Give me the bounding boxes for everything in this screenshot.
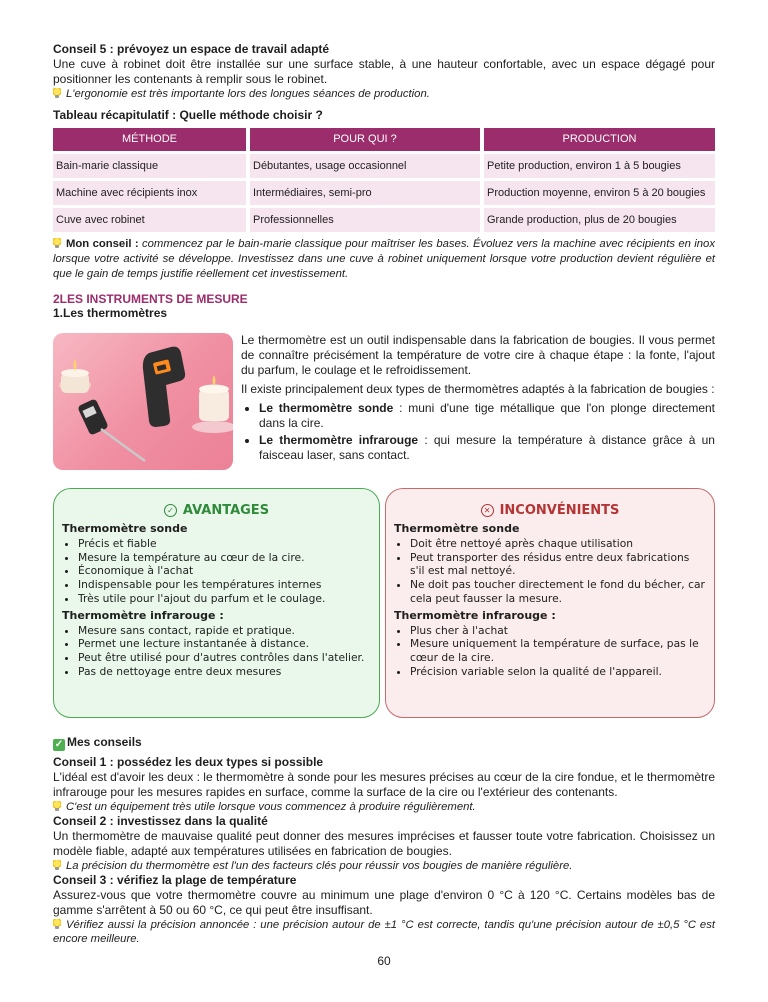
mes-conseils-heading [53, 735, 715, 751]
conseil1-tip-text: C'est un équipement très utile lorsque vous commencez à produire régulièrement. [66, 801, 476, 813]
list-item: • Pas de nettoyage entre deux mesures [78, 665, 371, 679]
table-cell: Professionnelles [250, 208, 480, 232]
avantages-sonde-title: Thermomètre sonde [62, 522, 188, 535]
table-header-production: PRODUCTION [484, 128, 715, 151]
table-cell: Petite production, environ 1 à 5 bougies [484, 154, 715, 178]
mes-conseils-section [53, 735, 715, 946]
table-cell: Machine avec récipients inox [53, 181, 246, 205]
lightbulb-icon [53, 860, 61, 870]
avantages-title: AVANTAGES [182, 503, 270, 518]
conseil5-tip-text: L'ergonomie est très importante lors des longues séances de production. [66, 88, 430, 100]
lightbulb-icon [53, 801, 61, 811]
list-item-text: : qui mesure la température à distance grâce à un faisceau laser, sans contact. [259, 433, 715, 462]
list-item: • Plus cher à l'achat [410, 624, 706, 638]
thermo-paragraph-2: Il existe principalement deux types de thermomètres adaptés à la fabrication de bougies : [241, 382, 715, 396]
mon-conseil [53, 237, 715, 282]
cross-circle-icon: ✕ [481, 504, 494, 517]
list-item: • Indispensable pour les températures internes [78, 578, 371, 592]
list-item-text: : muni d'une tige métallique que l'on plonge directement dans la cire. [259, 401, 715, 430]
list-item-bold: Le thermomètre sonde [259, 401, 394, 415]
table-cell: Bain-marie classique [53, 154, 246, 178]
table-cell: Cuve avec robinet [53, 208, 246, 232]
section-title: 2LES INSTRUMENTS DE MESURE [53, 292, 248, 306]
pros-cons-boxes [53, 488, 715, 720]
list-item: • Peut être utilisé pour d'autres contrôles dans l'atelier. [78, 651, 371, 665]
conseil2-tip [53, 859, 715, 873]
list-item: • Ne doit pas toucher directement le fond du bécher, car cela peut fausser la mesure. [410, 578, 706, 605]
list-item: • Peut transporter des résidus entre deux fabrications s'il est mal nettoyé. [410, 551, 706, 578]
conseil1-title: Conseil 1 : possédez les deux types si possible [53, 755, 324, 769]
thermometers-photo [53, 333, 233, 470]
thermometers-illustration [53, 333, 233, 470]
conseil2-title: Conseil 2 : investissez dans la qualité [53, 814, 268, 828]
list-item: • Précision variable selon la qualité de l'appareil. [410, 665, 706, 679]
avantages-ir-list [62, 624, 371, 679]
list-item: • Économique à l'achat [78, 564, 371, 578]
inconvenients-sonde-list [394, 537, 706, 606]
list-item [259, 433, 715, 463]
conseil3-tip-text: Vérifiez aussi la précision annoncée : une précision autour de ±1 °C est correcte, tandis qu'une précision autour de ±0,5 °C est encore meilleure. [53, 919, 715, 945]
thermometer-types-list [241, 401, 715, 463]
inconvenients-heading [394, 503, 706, 518]
avantages-sonde-list [62, 537, 371, 606]
lightbulb-icon [53, 919, 61, 929]
list-item: • Précis et fiable [78, 537, 371, 551]
conseil2-tip-text: La précision du thermomètre est l'un des facteurs clés pour réussir vos bougies de manière régulière. [66, 860, 573, 872]
conseil5-tip [53, 87, 715, 101]
conseil5-title: Conseil 5 : prévoyez un espace de travail adapté [53, 42, 330, 56]
check-circle-icon: ✓ [164, 504, 177, 517]
lightbulb-icon [53, 238, 61, 248]
inconvenients-sonde-title: Thermomètre sonde [394, 522, 520, 535]
conseil3-tip [53, 918, 715, 946]
table-header-pour-qui: POUR QUI ? [250, 128, 480, 151]
list-item: • Très utile pour l'ajout du parfum et le coulage. [78, 592, 371, 606]
table-title: Tableau récapitulatif : Quelle méthode choisir ? [53, 108, 323, 122]
mes-conseils-title: Mes conseils [67, 735, 142, 749]
lightbulb-icon [53, 88, 61, 98]
list-item: • Mesure uniquement la température de surface, pas le cœur de la cire. [410, 637, 706, 664]
list-item: • Mesure la température au cœur de la cire. [78, 551, 371, 565]
avantages-box [53, 488, 380, 718]
avantages-heading [62, 503, 371, 518]
conseil2-text: Un thermomètre de mauvaise qualité peut donner des mesures imprécises et fausser toute votre fabrication. Choisissez un modèle fiable, adapté aux températures utilisées en fabrication de bougies. [53, 829, 715, 858]
summary-table [53, 128, 715, 232]
thermometer-block [53, 333, 715, 473]
conseil3-text: Assurez-vous que votre thermomètre couvre au minimum une plage d'environ 0 °C à 120 °C. Certains modèles bas de gamme s'arrêtent à 50 ou 60 °C, ce qui peut être insuffisant. [53, 888, 715, 917]
table-cell: Débutantes, usage occasionnel [250, 154, 480, 178]
inconvenients-ir-list [394, 624, 706, 679]
thermo-paragraph-1: Le thermomètre est un outil indispensable dans la fabrication de bougies. Il vous permet de connaître précisément la température de votre cire à chaque étape : la fonte, l'ajout du parfum, le coulage et le refroidissement. [241, 333, 715, 377]
top-content [53, 42, 715, 473]
table-cell: Production moyenne, environ 5 à 20 bougies [484, 181, 715, 205]
avantages-ir-title: Thermomètre infrarouge : [62, 608, 224, 622]
list-item [259, 401, 715, 431]
section-subtitle: 1.Les thermomètres [53, 306, 168, 320]
conseil5-text: Une cuve à robinet doit être installée sur une surface stable, à une hauteur confortable, avec un espace dégagé pour positionner les contenants à remplir sous le robinet. [53, 57, 715, 86]
inconvenients-ir-title: Thermomètre infrarouge : [394, 608, 556, 622]
mon-conseil-label: Mon conseil : [66, 238, 139, 250]
list-item: • Permet une lecture instantanée à distance. [78, 637, 371, 651]
conseil1-tip [53, 800, 715, 814]
inconvenients-box [385, 488, 715, 718]
thermometer-text [241, 333, 715, 465]
table-header-methode: MÉTHODE [53, 128, 246, 151]
page-number: 60 [377, 954, 391, 968]
list-item: • Mesure sans contact, rapide et pratique. [78, 624, 371, 638]
list-item-bold: Le thermomètre infrarouge [259, 433, 419, 447]
table-cell: Grande production, plus de 20 bougies [484, 208, 715, 232]
inconvenients-title: INCONVÉNIENTS [499, 503, 620, 518]
check-mark-icon: ✓ [54, 739, 64, 750]
conseil1-text: L'idéal est d'avoir les deux : le thermomètre à sonde pour les mesures précises au cœur de la cire fondue, et le thermomètre infrarouge pour les mesures rapides en surface, comme la surface de la cire ou l'extérieur des contenants. [53, 770, 715, 799]
list-item: • Doit être nettoyé après chaque utilisation [410, 537, 706, 551]
table-cell: Intermédiaires, semi-pro [250, 181, 480, 205]
conseil3-title: Conseil 3 : vérifiez la plage de température [53, 873, 297, 887]
mon-conseil-text: commencez par le bain-marie classique pour maîtriser les bases. Évoluez vers la machine avec récipients en inox lorsque votre activité se développe. Investissez dans une cuve à robinet uniquement lorsque votre production devient régulière et que le gain de temps justifie réellement cet investissement. [53, 238, 715, 280]
